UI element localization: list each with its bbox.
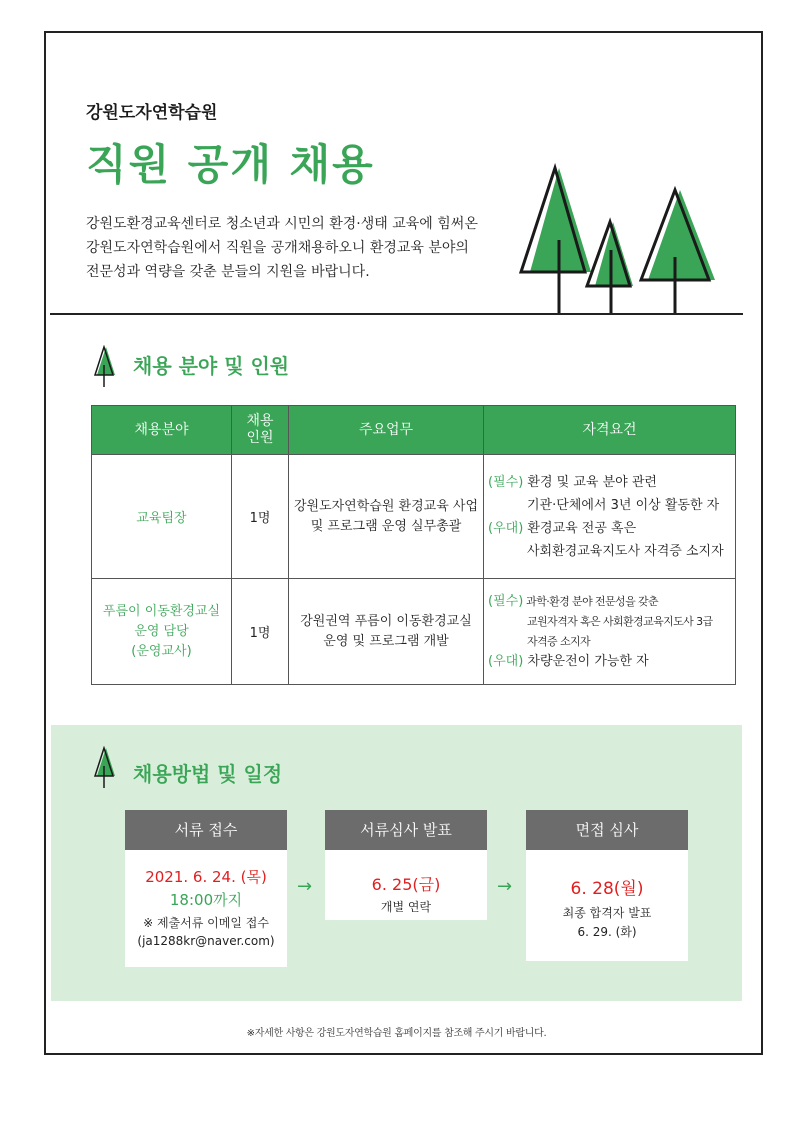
column-header: 채용분야 xyxy=(92,406,232,455)
step-note: ※ 제출서류 이메일 접수 xyxy=(143,916,269,930)
tree-icon xyxy=(641,190,715,314)
column-header: 채용 인원 xyxy=(232,406,289,455)
recruitment-table xyxy=(91,405,736,685)
trees-illustration xyxy=(515,160,745,320)
column-header: 자격요건 xyxy=(484,406,736,455)
step-time: 18:00까지 xyxy=(169,891,243,909)
column-header: 주요업무 xyxy=(289,406,484,455)
intro-line: 강원도환경교육센터로 청소년과 시민의 환경·생태 교육에 힘써온 xyxy=(86,216,478,232)
step-title: 서류심사 발표 xyxy=(325,810,487,850)
section-title: 채용 분야 및 인원 xyxy=(133,354,290,378)
step-title: 면접 심사 xyxy=(526,810,688,850)
step-card xyxy=(125,850,287,967)
step-date: 2021. 6. 24. (목) xyxy=(145,868,267,886)
step-note: 6. 29. (화) xyxy=(577,925,637,939)
intro-line: 전문성과 역량을 갖춘 분들의 지원을 바랍니다. xyxy=(86,264,370,280)
step-note: 최종 합격자 발표 xyxy=(562,906,652,920)
footer-note: ※자세한 사항은 강원도자연학습원 홈페이지를 참조해 주시기 바랍니다. xyxy=(246,1028,547,1039)
tree-icon xyxy=(94,345,118,389)
duty-cell: 강원도자연학습원 환경교육 사업 및 프로그램 운영 실무총괄 xyxy=(289,455,484,579)
arrow-right-icon: → xyxy=(297,876,313,897)
step-date: 6. 28(월) xyxy=(570,879,644,899)
table-row xyxy=(92,579,736,685)
tree-icon xyxy=(521,168,591,314)
count-cell: 1명 xyxy=(232,455,289,579)
field-cell: 푸름이 이동환경교실 운영 담당 (운영교사) xyxy=(92,579,232,685)
organization-name: 강원도자연학습원 xyxy=(86,103,218,123)
table-header-row xyxy=(92,406,736,455)
step-card xyxy=(526,850,688,961)
table-row xyxy=(92,455,736,579)
field-cell: 교육팀장 xyxy=(92,455,232,579)
section-divider xyxy=(50,313,743,315)
step-title: 서류 접수 xyxy=(125,810,287,850)
intro-line: 강원도자연학습원에서 직원을 공개채용하오니 환경교육 분야의 xyxy=(86,240,469,256)
qualification-cell: (필수) 환경 및 교육 분야 관련 기관·단체에서 3년 이상 활동한 자 (우대) 환경교육 전공 혹은 사회환경교육지도사 자격증 소지자 xyxy=(484,455,736,579)
page-title: 직원 공개 채용 xyxy=(86,140,375,189)
duty-cell: 강원권역 푸름이 이동환경교실 운영 및 프로그램 개발 xyxy=(289,579,484,685)
step-date: 6. 25(금) xyxy=(371,875,441,894)
count-cell: 1명 xyxy=(232,579,289,685)
tree-icon xyxy=(587,222,633,314)
email-address: (ja1288kr@naver.com) xyxy=(137,934,275,948)
qualification-cell: (필수) 과학·환경 분야 전문성을 갖춘 교원자격자 혹은 사회환경교육지도사 3급 자격증 소지자 (우대) 차량운전이 가능한 자 xyxy=(484,579,736,685)
intro-text xyxy=(86,212,526,284)
section-title: 채용방법 및 일정 xyxy=(133,762,283,786)
step-card xyxy=(325,850,487,920)
step-note: 개별 연락 xyxy=(380,900,432,914)
arrow-right-icon: → xyxy=(497,876,513,897)
tree-icon xyxy=(94,746,118,790)
